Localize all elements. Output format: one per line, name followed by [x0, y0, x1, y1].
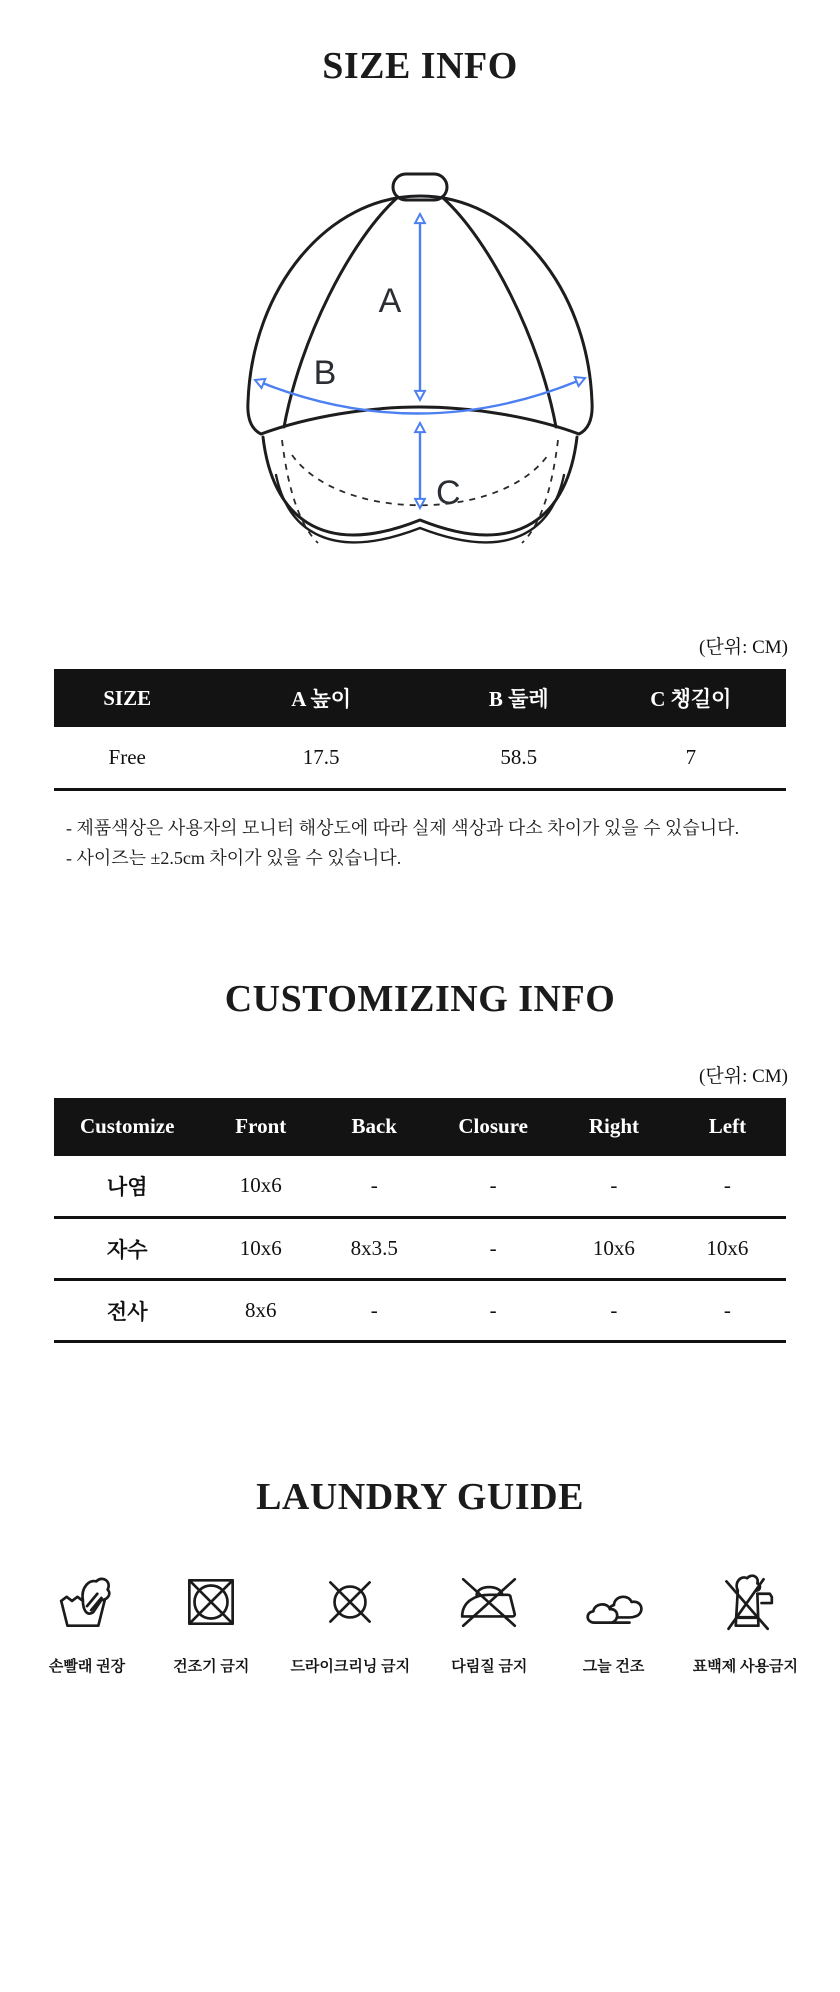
customize-table [54, 1098, 786, 1344]
cap-seam-right [442, 197, 556, 427]
laundry-item [290, 1569, 410, 1676]
customizing-info-title: CUSTOMIZING INFO [224, 977, 616, 1020]
size-table-header: B 둘레 [442, 669, 596, 727]
note-line: - 사이즈는 ±2.5cm 차이가 있을 수 있습니다. [66, 847, 402, 868]
customize-table-cell: - [489, 1236, 497, 1260]
customize-table-cell: 전사 [106, 1299, 148, 1324]
size-table-header: SIZE [54, 669, 200, 727]
customize-table-cell: - [610, 1298, 618, 1322]
no-dry-cleaning-icon [317, 1569, 383, 1635]
size-notes [66, 813, 786, 873]
customizing-info-section [0, 977, 840, 1344]
laundry-icon-row [42, 1569, 798, 1676]
customize-table-cell: 8x3.5 [350, 1236, 398, 1260]
laundry-label: 표백제 사용금지 [692, 1659, 798, 1675]
brim-stitch-left [282, 440, 318, 543]
size-table-cell: 17.5 [302, 744, 340, 769]
size-info-title: SIZE INFO [322, 45, 518, 87]
customize-table-header: Right [559, 1098, 669, 1156]
size-table-cell: 7 [685, 744, 697, 769]
cap-diagram-svg [160, 130, 680, 590]
customize-table-header: Customize [54, 1098, 200, 1156]
size-table [54, 669, 786, 791]
laundry-guide-section [0, 1475, 840, 1676]
no-iron-icon [456, 1569, 522, 1635]
customize-table-cell: - [610, 1173, 618, 1198]
shade-dry-icon [581, 1569, 647, 1635]
cap-measurement-diagram [160, 130, 680, 590]
laundry-item [693, 1569, 798, 1676]
note-line: - 제품색상은 사용자의 모니터 해상도에 따라 실제 색상과 다소 차이가 있을 수 있습니다. [66, 817, 740, 838]
customize-table-cell: - [723, 1173, 731, 1198]
size-table-cell: Free [108, 744, 146, 769]
customize-table-header-row [54, 1098, 786, 1156]
customize-table-cell: 나염 [106, 1174, 148, 1199]
customize-table-cell: 8x6 [245, 1298, 277, 1322]
laundry-label: 다림질 금지 [451, 1659, 528, 1675]
measure-label-a: A [378, 282, 402, 320]
customize-table-cell: 10x6 [706, 1236, 749, 1260]
customize-table-cell: - [370, 1298, 378, 1322]
customize-table-header: Back [321, 1098, 427, 1156]
size-table-header: C 챙길이 [596, 669, 786, 727]
measure-label-c: C [436, 474, 461, 512]
customize-table-cell: - [489, 1173, 497, 1198]
no-bleach-icon [712, 1569, 778, 1635]
hand-wash-icon [54, 1569, 120, 1635]
unit-label: (단위: CM) [699, 637, 788, 658]
laundry-item [444, 1569, 534, 1676]
laundry-item [166, 1569, 256, 1676]
customize-table-cell: - [370, 1173, 378, 1198]
no-tumble-dry-icon [178, 1569, 244, 1635]
customize-table-cell: 10x6 [239, 1236, 282, 1260]
size-info-section [0, 0, 840, 873]
customize-table-cell: - [489, 1298, 497, 1322]
laundry-guide-title: LAUNDRY GUIDE [256, 1476, 584, 1518]
size-table-header: A 높이 [200, 669, 442, 727]
laundry-label: 드라이크리닝 금지 [290, 1659, 411, 1675]
customize-table-row [54, 1156, 786, 1218]
brim-stitch-right [522, 440, 558, 543]
customize-table-cell: - [723, 1298, 731, 1322]
customize-table-header: Front [200, 1098, 321, 1156]
size-table-row [54, 727, 786, 789]
measure-label-b: B [313, 354, 337, 392]
customize-table-header: Closure [427, 1098, 559, 1156]
size-table-cell: 58.5 [500, 744, 538, 769]
customize-table-cell: 10x6 [239, 1173, 282, 1198]
size-table-header-row [54, 669, 786, 727]
customize-table-header: Left [669, 1098, 786, 1156]
unit-label: (단위: CM) [699, 1065, 788, 1087]
laundry-item [569, 1569, 659, 1676]
laundry-label: 건조기 금지 [173, 1659, 250, 1675]
laundry-item [42, 1569, 132, 1676]
customize-table-cell: 자수 [106, 1237, 148, 1262]
customize-table-row [54, 1280, 786, 1342]
laundry-label: 그늘 건조 [582, 1659, 645, 1675]
customize-table-row [54, 1218, 786, 1280]
customize-table-cell: 10x6 [592, 1236, 635, 1260]
laundry-label: 손빨래 권장 [48, 1659, 126, 1675]
